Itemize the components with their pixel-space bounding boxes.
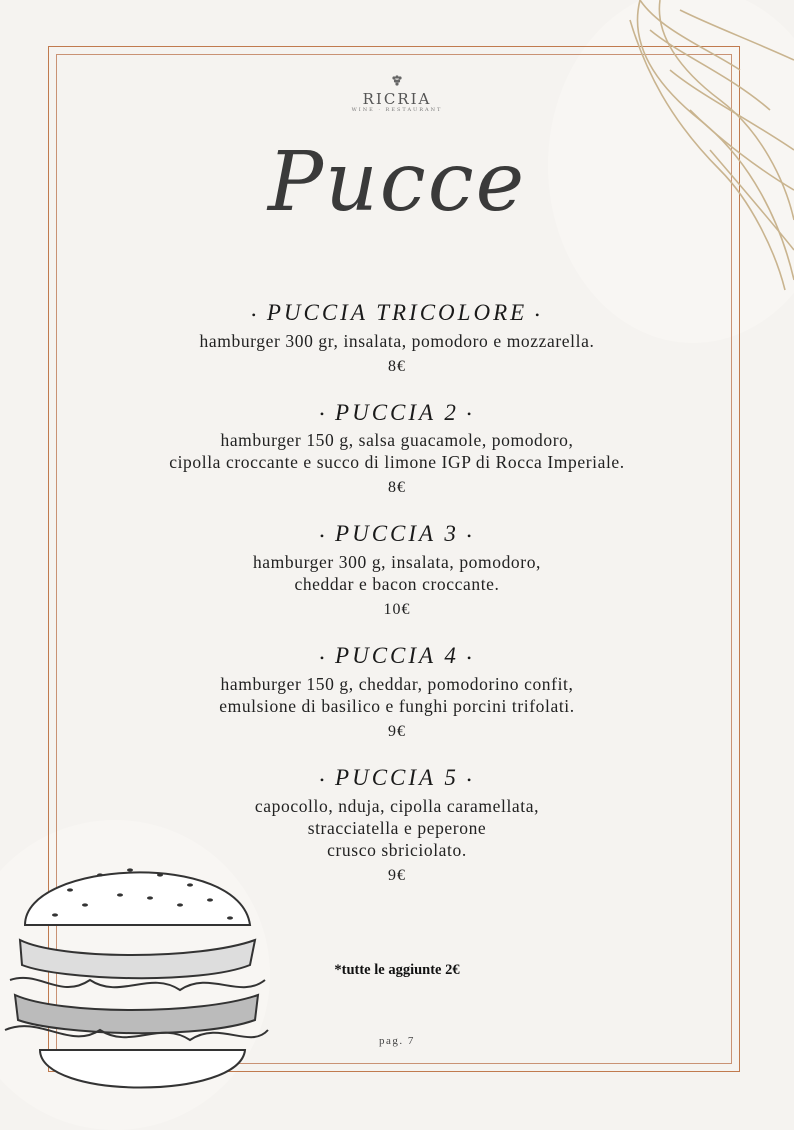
menu-item (100, 398, 694, 504)
bullet-icon: • (466, 407, 475, 422)
item-name: PUCCIA TRICOLORE (266, 300, 528, 325)
logo-name: RICRIA (362, 90, 432, 108)
bullet-icon: • (319, 650, 328, 665)
item-name: PUCCIA 2 (335, 399, 459, 425)
menu-list (100, 298, 694, 907)
item-price: 9€ (388, 722, 406, 740)
bullet-icon: • (466, 650, 475, 665)
item-name: PUCCIA 5 (335, 764, 459, 790)
grape-logo-icon (390, 74, 404, 88)
item-price: 10€ (383, 601, 411, 619)
item-name: PUCCIA 3 (335, 521, 459, 547)
item-description: cheddar e bacon croccante. (294, 574, 500, 595)
bullet-icon: • (466, 529, 475, 544)
item-price: 8€ (388, 479, 406, 497)
item-description: hamburger 300 gr, insalata, pomodoro e mozzarella. (199, 330, 595, 351)
page-title: Pucce (267, 135, 527, 230)
item-description: capocollo, nduja, cipolla caramellata, (254, 795, 540, 816)
item-name: PUCCIA 4 (335, 643, 459, 669)
page-number: pag. 7 (379, 1035, 415, 1047)
item-description: hamburger 150 g, cheddar, pomodorino confit, (220, 673, 574, 694)
bullet-icon: • (319, 772, 328, 787)
item-description: crusco sbriciolato. (327, 839, 467, 860)
item-description: emulsione di basilico e funghi porcini trifolati. (219, 695, 575, 716)
bullet-icon: • (251, 307, 259, 322)
restaurant-logo (0, 74, 794, 113)
bullet-icon: • (319, 529, 328, 544)
menu-item (100, 641, 694, 747)
item-price: 9€ (388, 866, 406, 884)
bullet-icon: • (319, 407, 328, 422)
menu-item (100, 763, 694, 891)
item-description: stracciatella e peperone (307, 817, 487, 838)
additions-note: *tutte le aggiunte 2€ (334, 962, 460, 978)
item-description: cipolla croccante e succo di limone IGP di Rocca Imperiale. (169, 452, 625, 473)
menu-item (100, 519, 694, 625)
menu-item (100, 298, 694, 382)
logo-subtitle: WINE · RESTAURANT (351, 107, 443, 113)
item-description: hamburger 150 g, salsa guacamole, pomodoro, (220, 430, 574, 451)
bullet-icon: • (466, 772, 475, 787)
item-description: hamburger 300 g, insalata, pomodoro, (252, 552, 542, 573)
item-price: 8€ (388, 357, 406, 375)
bullet-icon: • (535, 307, 543, 322)
